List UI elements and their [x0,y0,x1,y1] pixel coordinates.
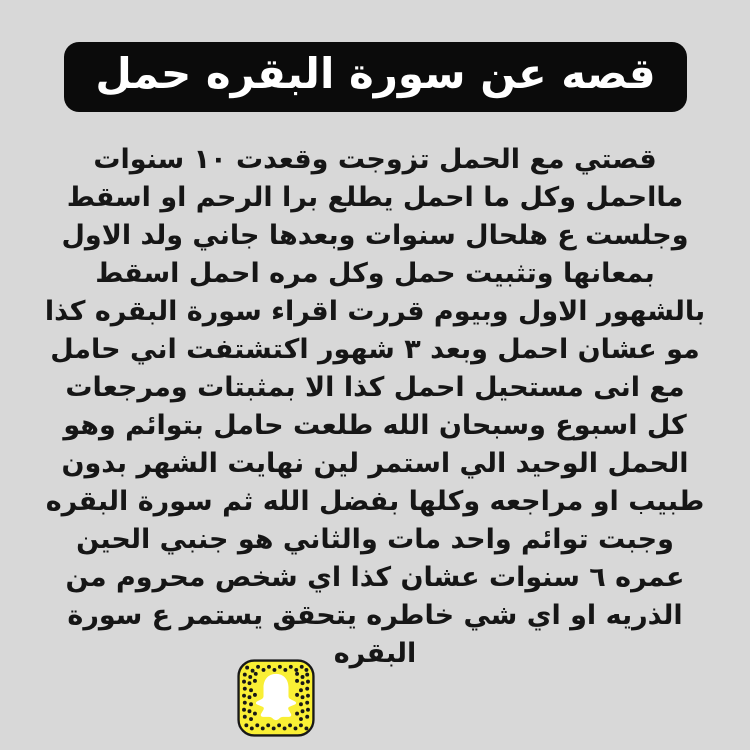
snapchat-snapcode-icon [237,659,315,737]
story-line: بالشهور الاول وبيوم قررت اقراء سورة البقره كذا [44,296,706,327]
story-line: كل اسبوع وسبحان الله طلعت حامل بتوائم وهو [63,410,687,441]
story-line: وجبت توائم واحد مات والثاني هو جنبي الحين [76,524,674,555]
story-line: البقره [333,638,417,669]
story-line: عمره ٦ سنوات عشان كذا اي شخص محروم من [65,562,685,593]
story-text [40,141,710,673]
story-line: مااحمل وكل ما احمل يطلع برا الرحم او اسقط [66,182,684,213]
story-line: الحمل الوحيد الي استمر لين نهايت الشهر بدون [61,448,689,479]
story-line: وجلست ع هلحال سنوات وبعدها جاني ولد الاول [61,220,689,251]
story-line: طبيب او مراجعه وكلها بفضل الله ثم سورة البقره [45,486,705,517]
story-line: مع انى مستحيل احمل كذا الا بمثبتات ومرجعات [65,372,685,403]
story-line: الذريه او اي شي خاطره يتحقق يستمر ع سورة [67,600,683,631]
story-line: بمعانها وتثبيت حمل وكل مره احمل اسقط [95,258,655,289]
story-line: قصتي مع الحمل تزوجت وقعدت ١٠ سنوات [93,144,657,175]
story-line: مو عشان احمل وبعد ٣ شهور اكتشتفت اني حامل [50,334,700,365]
header-banner [64,42,687,112]
page-title: قصه عن سورة البقره حمل [95,49,656,98]
